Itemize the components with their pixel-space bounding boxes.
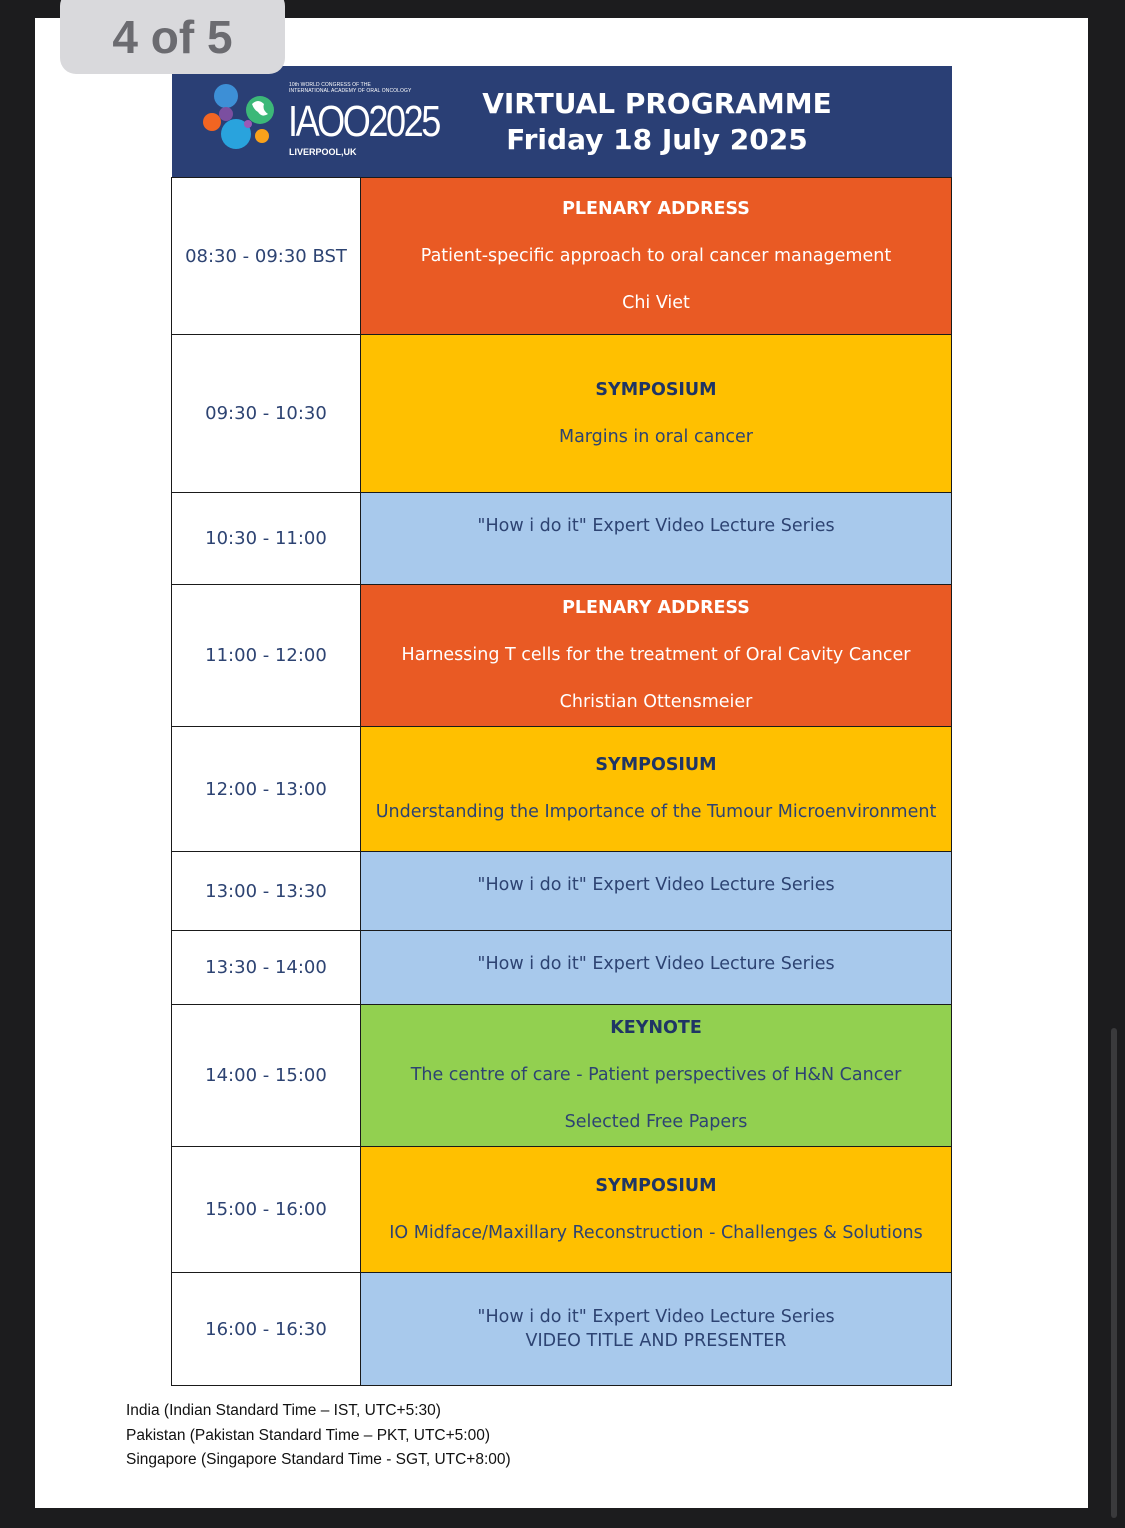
time-slot: 13:00 - 13:30 [172,852,361,931]
session-heading: PLENARY ADDRESS [562,198,750,219]
time-slot: 12:00 - 13:00 [172,727,361,852]
schedule-row [172,1147,952,1273]
schedule-row [172,493,952,585]
session-text: "How i do it" Expert Video Lecture Series [477,875,835,895]
schedule-row [172,931,952,1005]
schedule-row [172,727,952,852]
session-text: Selected Free Papers [564,1112,748,1132]
time-slot: 16:00 - 16:30 [172,1273,361,1386]
schedule-table [171,177,952,1386]
logo-city: LIVERPOOL,UK [289,147,357,157]
session-plenary [361,585,952,727]
timezone-note: India (Indian Standard Time – IST, UTC+5:30) [126,1402,441,1419]
schedule-row [172,852,952,931]
session-heading: SYMPOSIUM [595,1175,717,1196]
session-video [361,1273,952,1386]
session-plenary [361,178,952,335]
time-slot: 11:00 - 12:00 [172,585,361,727]
time-slot: 15:00 - 16:00 [172,1147,361,1273]
timezone-note: Pakistan (Pakistan Standard Time – PKT, UTC+5:00) [126,1426,490,1444]
schedule-row [172,178,952,335]
session-symposium [361,335,952,493]
iaoo-logo-icon [190,74,280,164]
page-counter-badge: 4 of 5 [60,0,285,74]
time-slot: 13:30 - 14:00 [172,931,361,1005]
session-heading: SYMPOSIUM [595,755,717,775]
session-text: VIDEO TITLE AND PRESENTER [525,1331,787,1351]
session-symposium [361,727,952,852]
session-text: Christian Ottensmeier [559,692,753,712]
session-text: Understanding the Importance of the Tumour Microenvironment [375,802,937,822]
session-heading: PLENARY ADDRESS [562,598,750,618]
logo-congress-text: 10th WORLD CONGRESS OF THE INTERNATIONAL ACADEMY OF ORAL ONCOLOGY [289,82,412,94]
schedule-row [172,1005,952,1147]
session-heading: KEYNOTE [610,1018,702,1038]
schedule-row [172,585,952,727]
session-heading: SYMPOSIUM [595,379,717,400]
programme-title: VIRTUAL PROGRAMME Friday 18 July 2025 [482,87,832,156]
session-video [361,852,952,931]
schedule-row [172,335,952,493]
scrollbar[interactable] [1111,1028,1117,1518]
session-text: Patient-specific approach to oral cancer management [420,245,892,266]
timezone-note: Singapore (Singapore Standard Time - SGT, UTC+8:00) [126,1451,511,1468]
session-text: IO Midface/Maxillary Reconstruction - Challenges & Solutions [389,1222,923,1243]
session-video [361,493,952,585]
session-text: "How i do it" Expert Video Lecture Series [477,516,835,536]
session-text: Margins in oral cancer [558,426,754,447]
time-slot: 09:30 - 10:30 [172,335,361,493]
schedule-row [172,1273,952,1386]
timezone-notes [126,1399,511,1473]
time-slot: 10:30 - 11:00 [172,493,361,585]
session-keynote [361,1005,952,1147]
time-slot: 08:30 - 09:30 BST [172,178,361,335]
session-text: Chi Viet [622,292,690,313]
session-symposium [361,1147,952,1273]
programme-header [172,66,952,177]
session-text: Harnessing T cells for the treatment of Oral Cavity Cancer [401,645,911,665]
logo-wordmark: IAOO2025 [288,97,439,146]
time-slot: 14:00 - 15:00 [172,1005,361,1147]
session-text: The centre of care - Patient perspectives of H&N Cancer [410,1065,902,1085]
session-text: "How i do it" Expert Video Lecture Series [477,954,835,974]
session-text: "How i do it" Expert Video Lecture Series [477,1307,835,1327]
session-video [361,931,952,1005]
